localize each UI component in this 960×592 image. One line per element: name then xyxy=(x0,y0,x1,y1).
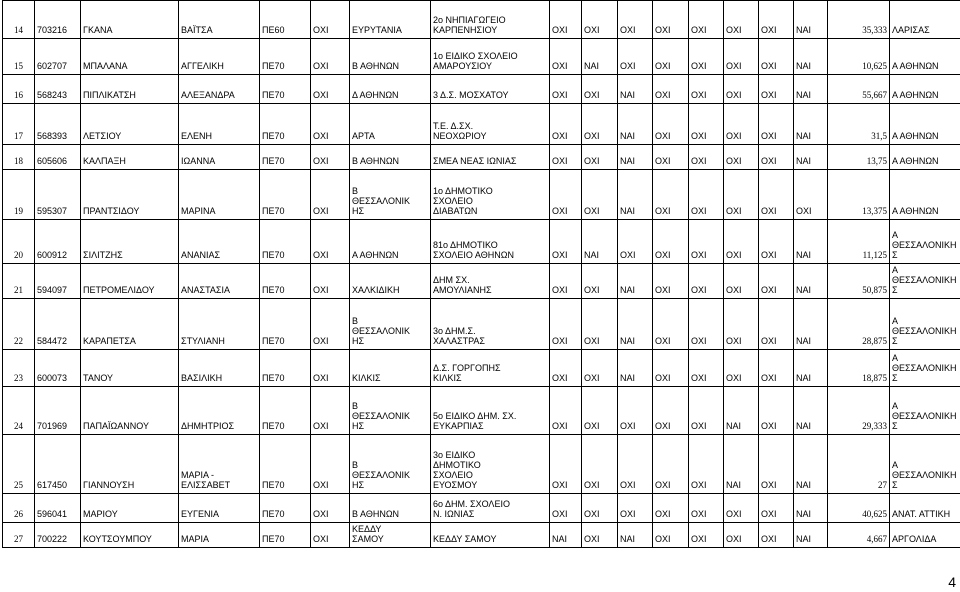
row-number: 20 xyxy=(3,220,35,264)
school-cell: Τ.Ε. Δ.ΣΧ. ΝΕΟΧΩΡΙΟΥ xyxy=(431,104,550,145)
first-name-cell: ΣΤΥΛΙΑΝΗ xyxy=(179,299,260,350)
specialty-cell: ΠΕ70 xyxy=(260,387,311,435)
criterion-cell: ΟΧΙ xyxy=(653,145,689,170)
criterion-cell: ΟΧΙ xyxy=(689,75,724,104)
results-table xyxy=(2,0,960,548)
school-cell: 3 Δ.Σ. ΜΟΣΧΑΤΟΥ xyxy=(431,75,550,104)
area-cell: ΑΡΤΑ xyxy=(350,104,431,145)
criterion-cell: ΟΧΙ xyxy=(759,350,794,387)
first-name-cell: ΕΥΓΕΝΙΑ xyxy=(179,494,260,523)
criterion-cell: ΝΑΙ xyxy=(794,1,828,39)
criterion-cell: ΝΑΙ xyxy=(618,350,653,387)
first-name-cell: ΑΛΕΞΑΝΔΡΑ xyxy=(179,75,260,104)
school-cell: 2ο ΝΗΠΙΑΓΩΓΕΙΟ ΚΑΡΠΕΝΗΣΙΟΥ xyxy=(431,1,550,39)
criterion-cell: ΝΑΙ xyxy=(794,350,828,387)
registry-code: 595307 xyxy=(35,170,81,220)
area-cell: ΧΑΛΚΙΔΙΚΗ xyxy=(350,264,431,299)
criterion-cell: ΝΑΙ xyxy=(794,264,828,299)
criterion-cell: ΟΧΙ xyxy=(550,220,582,264)
school-cell: Δ.Σ. ΓΟΡΓΟΠΗΣ ΚΙΛΚΙΣ xyxy=(431,350,550,387)
criterion-cell: ΟΧΙ xyxy=(689,387,724,435)
score-cell: 13,75 xyxy=(828,145,890,170)
table-row xyxy=(3,350,960,387)
specialty-cell: ΠΕ70 xyxy=(260,264,311,299)
criterion-cell: ΟΧΙ xyxy=(724,39,759,75)
criterion-cell: ΝΑΙ xyxy=(794,299,828,350)
surname-cell: ΠΑΠΑΪΩΑΝΝΟΥ xyxy=(81,387,179,435)
criterion-cell: ΝΑΙ xyxy=(794,387,828,435)
school-cell: 3ο ΕΙΔΙΚΟ ΔΗΜΟΤΙΚΟ ΣΧΟΛΕΙΟ ΕΥΟΣΜΟΥ xyxy=(431,435,550,494)
criterion-cell: ΟΧΙ xyxy=(582,387,618,435)
school-cell: 3ο ΔΗΜ.Σ. ΧΑΛΑΣΤΡΑΣ xyxy=(431,299,550,350)
criterion-cell: ΟΧΙ xyxy=(618,387,653,435)
specialty-cell: ΠΕ70 xyxy=(260,39,311,75)
criterion-cell: ΟΧΙ xyxy=(759,170,794,220)
criterion-cell: ΝΑΙ xyxy=(582,39,618,75)
criterion-cell: ΟΧΙ xyxy=(582,494,618,523)
criterion-cell: ΟΧΙ xyxy=(759,75,794,104)
criterion-cell: ΟΧΙ xyxy=(724,299,759,350)
region-cell: Α ΘΕΣΣΑΛΟΝΙΚΗ Σ xyxy=(890,350,960,387)
criterion-cell: ΟΧΙ xyxy=(550,39,582,75)
row-number: 18 xyxy=(3,145,35,170)
flag-cell: ΟΧΙ xyxy=(311,523,350,548)
area-cell: ΕΥΡΥΤΑΝΙΑ xyxy=(350,1,431,39)
table-row xyxy=(3,299,960,350)
row-number: 22 xyxy=(3,299,35,350)
surname-cell: ΚΑΛΠΑΞΗ xyxy=(81,145,179,170)
table-row xyxy=(3,1,960,39)
criterion-cell: ΝΑΙ xyxy=(618,75,653,104)
criterion-cell: ΟΧΙ xyxy=(759,523,794,548)
criterion-cell: ΟΧΙ xyxy=(794,170,828,220)
area-cell: Δ ΑΘΗΝΩΝ xyxy=(350,75,431,104)
criterion-cell: ΟΧΙ xyxy=(653,104,689,145)
criterion-cell: ΟΧΙ xyxy=(724,1,759,39)
score-cell: 18,875 xyxy=(828,350,890,387)
table-row xyxy=(3,75,960,104)
criterion-cell: ΟΧΙ xyxy=(550,1,582,39)
criterion-cell: ΟΧΙ xyxy=(550,264,582,299)
score-cell: 55,667 xyxy=(828,75,890,104)
row-number: 21 xyxy=(3,264,35,299)
criterion-cell: ΟΧΙ xyxy=(582,264,618,299)
criterion-cell: ΟΧΙ xyxy=(550,145,582,170)
surname-cell: ΚΑΡΑΠΕΤΣΑ xyxy=(81,299,179,350)
registry-code: 602707 xyxy=(35,39,81,75)
criterion-cell: ΟΧΙ xyxy=(582,435,618,494)
criterion-cell: ΝΑΙ xyxy=(618,299,653,350)
criterion-cell: ΟΧΙ xyxy=(653,387,689,435)
criterion-cell: ΟΧΙ xyxy=(724,104,759,145)
score-cell: 31,5 xyxy=(828,104,890,145)
specialty-cell: ΠΕ70 xyxy=(260,170,311,220)
score-cell: 28,875 xyxy=(828,299,890,350)
area-cell: Β ΑΘΗΝΩΝ xyxy=(350,39,431,75)
region-cell: Α ΑΘΗΝΩΝ xyxy=(890,39,960,75)
table-body xyxy=(3,1,960,548)
criterion-cell: ΝΑΙ xyxy=(794,523,828,548)
criterion-cell: ΝΑΙ xyxy=(618,145,653,170)
criterion-cell: ΟΧΙ xyxy=(550,75,582,104)
criterion-cell: ΝΑΙ xyxy=(794,145,828,170)
criterion-cell: ΟΧΙ xyxy=(689,523,724,548)
criterion-cell: ΟΧΙ xyxy=(653,75,689,104)
first-name-cell: ΑΝΑΝΙΑΣ xyxy=(179,220,260,264)
criterion-cell: ΟΧΙ xyxy=(689,264,724,299)
flag-cell: ΟΧΙ xyxy=(311,299,350,350)
flag-cell: ΟΧΙ xyxy=(311,75,350,104)
criterion-cell: ΟΧΙ xyxy=(689,1,724,39)
registry-code: 700222 xyxy=(35,523,81,548)
criterion-cell: ΟΧΙ xyxy=(759,145,794,170)
school-cell: ΔΗΜ ΣΧ. ΑΜΟΥΛΙΑΝΗΣ xyxy=(431,264,550,299)
criterion-cell: ΟΧΙ xyxy=(689,39,724,75)
table-row xyxy=(3,494,960,523)
registry-code: 568243 xyxy=(35,75,81,104)
table-row xyxy=(3,220,960,264)
first-name-cell: ΕΛΕΝΗ xyxy=(179,104,260,145)
first-name-cell: ΔΗΜΗΤΡΙΟΣ xyxy=(179,387,260,435)
flag-cell: ΟΧΙ xyxy=(311,220,350,264)
surname-cell: ΠΕΤΡΟΜΕΛΙΔΟΥ xyxy=(81,264,179,299)
criterion-cell: ΟΧΙ xyxy=(724,75,759,104)
first-name-cell: ΒΑΪΤΣΑ xyxy=(179,1,260,39)
registry-code: 596041 xyxy=(35,494,81,523)
surname-cell: ΓΙΑΝΝΟΥΣΗ xyxy=(81,435,179,494)
area-cell: Β ΑΘΗΝΩΝ xyxy=(350,145,431,170)
flag-cell: ΟΧΙ xyxy=(311,170,350,220)
table-row xyxy=(3,264,960,299)
surname-cell: ΤΑΝΟΥ xyxy=(81,350,179,387)
registry-code: 600073 xyxy=(35,350,81,387)
criterion-cell: ΝΑΙ xyxy=(794,39,828,75)
area-cell: Β ΘΕΣΣΑΛΟΝΙΚ ΗΣ xyxy=(350,387,431,435)
region-cell: ΛΑΡΙΣΑΣ xyxy=(890,1,960,39)
area-cell: Β ΘΕΣΣΑΛΟΝΙΚ ΗΣ xyxy=(350,299,431,350)
school-cell: ΚΕΔΔΥ ΣΑΜΟΥ xyxy=(431,523,550,548)
registry-code: 617450 xyxy=(35,435,81,494)
row-number: 24 xyxy=(3,387,35,435)
criterion-cell: ΟΧΙ xyxy=(689,350,724,387)
flag-cell: ΟΧΙ xyxy=(311,350,350,387)
row-number: 27 xyxy=(3,523,35,548)
criterion-cell: ΝΑΙ xyxy=(550,523,582,548)
row-number: 26 xyxy=(3,494,35,523)
specialty-cell: ΠΕ70 xyxy=(260,494,311,523)
flag-cell: ΟΧΙ xyxy=(311,145,350,170)
criterion-cell: ΝΑΙ xyxy=(794,104,828,145)
row-number: 17 xyxy=(3,104,35,145)
school-cell: 81ο ΔΗΜΟΤΙΚΟ ΣΧΟΛΕΙΟ ΑΘΗΝΩΝ xyxy=(431,220,550,264)
table-row xyxy=(3,170,960,220)
specialty-cell: ΠΕ70 xyxy=(260,75,311,104)
criterion-cell: ΟΧΙ xyxy=(582,170,618,220)
row-number: 14 xyxy=(3,1,35,39)
criterion-cell: ΟΧΙ xyxy=(582,350,618,387)
flag-cell: ΟΧΙ xyxy=(311,264,350,299)
registry-code: 703216 xyxy=(35,1,81,39)
criterion-cell: ΟΧΙ xyxy=(618,39,653,75)
criterion-cell: ΝΑΙ xyxy=(618,264,653,299)
school-cell: 1ο ΕΙΔΙΚΟ ΣΧΟΛΕΙΟ ΑΜΑΡΟΥΣΙΟΥ xyxy=(431,39,550,75)
criterion-cell: ΟΧΙ xyxy=(724,145,759,170)
criterion-cell: ΟΧΙ xyxy=(759,1,794,39)
area-cell: Α ΑΘΗΝΩΝ xyxy=(350,220,431,264)
criterion-cell: ΟΧΙ xyxy=(582,299,618,350)
criterion-cell: ΟΧΙ xyxy=(689,494,724,523)
criterion-cell: ΟΧΙ xyxy=(724,220,759,264)
page-number: 4 xyxy=(948,574,956,590)
first-name-cell: ΒΑΣΙΛΙΚΗ xyxy=(179,350,260,387)
criterion-cell: ΟΧΙ xyxy=(689,435,724,494)
score-cell: 4,667 xyxy=(828,523,890,548)
criterion-cell: ΟΧΙ xyxy=(582,145,618,170)
region-cell: Α ΑΘΗΝΩΝ xyxy=(890,75,960,104)
area-cell: Β ΘΕΣΣΑΛΟΝΙΚ ΗΣ xyxy=(350,170,431,220)
criterion-cell: ΟΧΙ xyxy=(653,299,689,350)
flag-cell: ΟΧΙ xyxy=(311,39,350,75)
criterion-cell: ΟΧΙ xyxy=(653,1,689,39)
surname-cell: ΠΡΑΝΤΣΙΔΟΥ xyxy=(81,170,179,220)
table-row xyxy=(3,39,960,75)
criterion-cell: ΟΧΙ xyxy=(653,220,689,264)
criterion-cell: ΟΧΙ xyxy=(618,494,653,523)
criterion-cell: ΟΧΙ xyxy=(653,494,689,523)
surname-cell: ΣΙΛΙΤΖΗΣ xyxy=(81,220,179,264)
row-number: 16 xyxy=(3,75,35,104)
criterion-cell: ΟΧΙ xyxy=(582,523,618,548)
criterion-cell: ΟΧΙ xyxy=(550,170,582,220)
criterion-cell: ΟΧΙ xyxy=(653,264,689,299)
specialty-cell: ΠΕ70 xyxy=(260,145,311,170)
region-cell: Α ΑΘΗΝΩΝ xyxy=(890,145,960,170)
table-row xyxy=(3,435,960,494)
table-row xyxy=(3,523,960,548)
region-cell: Α ΘΕΣΣΑΛΟΝΙΚΗ Σ xyxy=(890,264,960,299)
criterion-cell: ΟΧΙ xyxy=(689,220,724,264)
flag-cell: ΟΧΙ xyxy=(311,435,350,494)
criterion-cell: ΝΑΙ xyxy=(618,170,653,220)
score-cell: 29,333 xyxy=(828,387,890,435)
criterion-cell: ΟΧΙ xyxy=(618,1,653,39)
table-row xyxy=(3,145,960,170)
school-cell: 1ο ΔΗΜΟΤΙΚΟ ΣΧΟΛΕΙΟ ΔΙΑΒΑΤΩΝ xyxy=(431,170,550,220)
criterion-cell: ΟΧΙ xyxy=(724,494,759,523)
specialty-cell: ΠΕ70 xyxy=(260,523,311,548)
criterion-cell: ΟΧΙ xyxy=(689,104,724,145)
criterion-cell: ΝΑΙ xyxy=(582,220,618,264)
score-cell: 35,333 xyxy=(828,1,890,39)
score-cell: 10,625 xyxy=(828,39,890,75)
registry-code: 594097 xyxy=(35,264,81,299)
criterion-cell: ΟΧΙ xyxy=(550,387,582,435)
first-name-cell: ΜΑΡΙΝΑ xyxy=(179,170,260,220)
criterion-cell: ΟΧΙ xyxy=(582,104,618,145)
criterion-cell: ΝΑΙ xyxy=(794,220,828,264)
criterion-cell: ΟΧΙ xyxy=(582,75,618,104)
criterion-cell: ΟΧΙ xyxy=(653,170,689,220)
row-number: 25 xyxy=(3,435,35,494)
criterion-cell: ΟΧΙ xyxy=(653,39,689,75)
surname-cell: ΜΑΡΙΟΥ xyxy=(81,494,179,523)
specialty-cell: ΠΕ70 xyxy=(260,435,311,494)
surname-cell: ΠΙΠΛΙΚΑΤΣΗ xyxy=(81,75,179,104)
registry-code: 600912 xyxy=(35,220,81,264)
school-cell: 5ο ΕΙΔΙΚΟ ΔΗΜ. ΣΧ. ΕΥΚΑΡΠΙΑΣ xyxy=(431,387,550,435)
criterion-cell: ΟΧΙ xyxy=(759,104,794,145)
criterion-cell: ΟΧΙ xyxy=(724,350,759,387)
area-cell: ΚΕΔΔΥ ΣΑΜΟΥ xyxy=(350,523,431,548)
table-row xyxy=(3,104,960,145)
criterion-cell: ΝΑΙ xyxy=(618,523,653,548)
specialty-cell: ΠΕ70 xyxy=(260,220,311,264)
table-row xyxy=(3,387,960,435)
first-name-cell: ΜΑΡΙΑ - ΕΛΙΣΣΑΒΕΤ xyxy=(179,435,260,494)
school-cell: 6ο ΔΗΜ. ΣΧΟΛΕΙΟ Ν. ΙΩΝΙΑΣ xyxy=(431,494,550,523)
region-cell: ΑΝΑΤ. ΑΤΤΙΚΗ xyxy=(890,494,960,523)
first-name-cell: ΜΑΡΙΑ xyxy=(179,523,260,548)
criterion-cell: ΟΧΙ xyxy=(689,145,724,170)
flag-cell: ΟΧΙ xyxy=(311,104,350,145)
score-cell: 27 xyxy=(828,435,890,494)
row-number: 23 xyxy=(3,350,35,387)
criterion-cell: ΝΑΙ xyxy=(724,435,759,494)
criterion-cell: ΟΧΙ xyxy=(653,523,689,548)
school-cell: ΣΜΕΑ ΝΕΑΣ ΙΩΝΙΑΣ xyxy=(431,145,550,170)
specialty-cell: ΠΕ70 xyxy=(260,104,311,145)
criterion-cell: ΟΧΙ xyxy=(618,220,653,264)
registry-code: 584472 xyxy=(35,299,81,350)
score-cell: 40,625 xyxy=(828,494,890,523)
region-cell: Α ΑΘΗΝΩΝ xyxy=(890,170,960,220)
registry-code: 568393 xyxy=(35,104,81,145)
flag-cell: ΟΧΙ xyxy=(311,1,350,39)
area-cell: Β ΑΘΗΝΩΝ xyxy=(350,494,431,523)
region-cell: Α ΘΕΣΣΑΛΟΝΙΚΗ Σ xyxy=(890,220,960,264)
region-cell: Α ΑΘΗΝΩΝ xyxy=(890,104,960,145)
area-cell: Β ΘΕΣΣΑΛΟΝΙΚ ΗΣ xyxy=(350,435,431,494)
criterion-cell: ΟΧΙ xyxy=(550,299,582,350)
first-name-cell: ΙΩΑΝΝΑ xyxy=(179,145,260,170)
region-cell: Α ΘΕΣΣΑΛΟΝΙΚΗ Σ xyxy=(890,435,960,494)
specialty-cell: ΠΕ70 xyxy=(260,350,311,387)
region-cell: ΑΡΓΟΛΙΔΑ xyxy=(890,523,960,548)
row-number: 15 xyxy=(3,39,35,75)
criterion-cell: ΟΧΙ xyxy=(653,435,689,494)
criterion-cell: ΟΧΙ xyxy=(550,350,582,387)
surname-cell: ΜΠΑΛΑΝΑ xyxy=(81,39,179,75)
criterion-cell: ΝΑΙ xyxy=(618,104,653,145)
score-cell: 50,875 xyxy=(828,264,890,299)
criterion-cell: ΟΧΙ xyxy=(724,170,759,220)
criterion-cell: ΟΧΙ xyxy=(582,1,618,39)
criterion-cell: ΟΧΙ xyxy=(759,39,794,75)
criterion-cell: ΟΧΙ xyxy=(759,264,794,299)
criterion-cell: ΟΧΙ xyxy=(759,387,794,435)
criterion-cell: ΟΧΙ xyxy=(653,350,689,387)
criterion-cell: ΟΧΙ xyxy=(689,170,724,220)
criterion-cell: ΟΧΙ xyxy=(759,435,794,494)
criterion-cell: ΟΧΙ xyxy=(550,494,582,523)
region-cell: Α ΘΕΣΣΑΛΟΝΙΚΗ Σ xyxy=(890,299,960,350)
criterion-cell: ΝΑΙ xyxy=(724,387,759,435)
first-name-cell: ΑΝΑΣΤΑΣΙΑ xyxy=(179,264,260,299)
surname-cell: ΛΕΤΣΙΟΥ xyxy=(81,104,179,145)
region-cell: Α ΘΕΣΣΑΛΟΝΙΚΗ Σ xyxy=(890,387,960,435)
criterion-cell: ΟΧΙ xyxy=(618,435,653,494)
surname-cell: ΚΟΥΤΣΟΥΜΠΟΥ xyxy=(81,523,179,548)
registry-code: 605606 xyxy=(35,145,81,170)
row-number: 19 xyxy=(3,170,35,220)
score-cell: 11,125 xyxy=(828,220,890,264)
criterion-cell: ΝΑΙ xyxy=(794,494,828,523)
surname-cell: ΓΚΑΝΑ xyxy=(81,1,179,39)
criterion-cell: ΟΧΙ xyxy=(689,299,724,350)
criterion-cell: ΟΧΙ xyxy=(759,494,794,523)
flag-cell: ΟΧΙ xyxy=(311,387,350,435)
first-name-cell: ΑΓΓΕΛΙΚΗ xyxy=(179,39,260,75)
area-cell: ΚΙΛΚΙΣ xyxy=(350,350,431,387)
criterion-cell: ΝΑΙ xyxy=(794,75,828,104)
criterion-cell: ΝΑΙ xyxy=(794,435,828,494)
specialty-cell: ΠΕ60 xyxy=(260,1,311,39)
criterion-cell: ΟΧΙ xyxy=(724,523,759,548)
criterion-cell: ΟΧΙ xyxy=(550,104,582,145)
criterion-cell: ΟΧΙ xyxy=(550,435,582,494)
criterion-cell: ΟΧΙ xyxy=(724,264,759,299)
flag-cell: ΟΧΙ xyxy=(311,494,350,523)
criterion-cell: ΟΧΙ xyxy=(759,220,794,264)
criterion-cell: ΟΧΙ xyxy=(759,299,794,350)
specialty-cell: ΠΕ70 xyxy=(260,299,311,350)
registry-code: 701969 xyxy=(35,387,81,435)
score-cell: 13,375 xyxy=(828,170,890,220)
